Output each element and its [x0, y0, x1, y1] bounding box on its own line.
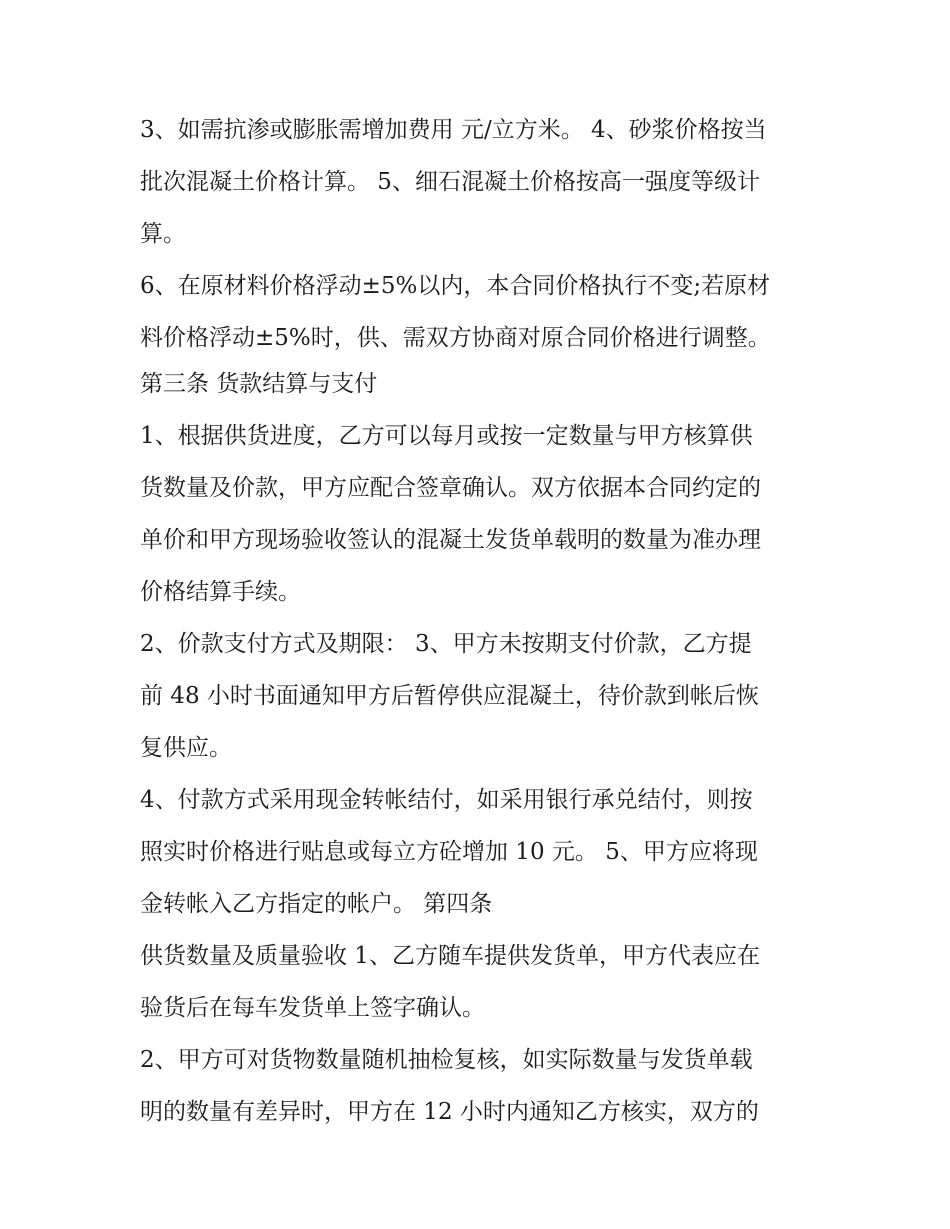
text-line: 验货后在每车发货单上签字确认。 — [140, 995, 485, 1021]
text-line: 4、付款方式采用现金转帐结付，如采用银行承兑结付，则按 — [140, 787, 753, 813]
text-line: 1、根据供货进度，乙方可以每月或按一定数量与甲方核算供 — [140, 423, 753, 449]
text-line: 3、如需抗渗或膨胀需增加费用 元/立方米。 4、砂浆价格按当 — [140, 117, 767, 143]
contract-text — [140, 108, 830, 1142]
section-heading: 第三条 货款结算与支付 — [140, 371, 378, 397]
text-line: 货数量及价款，甲方应配合签章确认。双方依据本合同约定的 — [140, 475, 761, 501]
text-line: 照实时价格进行贴息或每立方砼增加 10 元。 5、甲方应将现 — [140, 839, 758, 865]
text-line: 价格结算手续。 — [140, 579, 301, 605]
text-line: 明的数量有差异时，甲方在 12 小时内通知乙方核实，双方的 — [140, 1099, 759, 1125]
text-line: 2、价款支付方式及期限： 3、甲方未按期支付价款，乙方提 — [140, 631, 752, 657]
text-line: 前 48 小时书面通知甲方后暂停供应混凝土，待价款到帐后恢 — [140, 683, 759, 709]
text-line: 2、甲方可对货物数量随机抽检复核，如实际数量与发货单载 — [140, 1047, 753, 1073]
text-line: 单价和甲方现场验收签认的混凝土发货单载明的数量为准办理 — [140, 527, 761, 553]
text-line: 料价格浮动±5%时，供、需双方协商对原合同价格进行调整。 — [140, 325, 771, 351]
text-line: 金转帐入乙方指定的帐户。 第四条 — [140, 891, 493, 917]
text-line: 算。 — [140, 221, 186, 247]
text-line: 供货数量及质量验收 1、乙方随车提供发货单，甲方代表应在 — [140, 943, 760, 969]
text-line: 批次混凝土价格计算。 5、细石混凝土价格按高一强度等级计 — [140, 169, 760, 195]
text-line: 6、在原材料价格浮动±5%以内，本合同价格执行不变;若原材 — [140, 273, 771, 299]
text-line: 复供应。 — [140, 735, 232, 761]
